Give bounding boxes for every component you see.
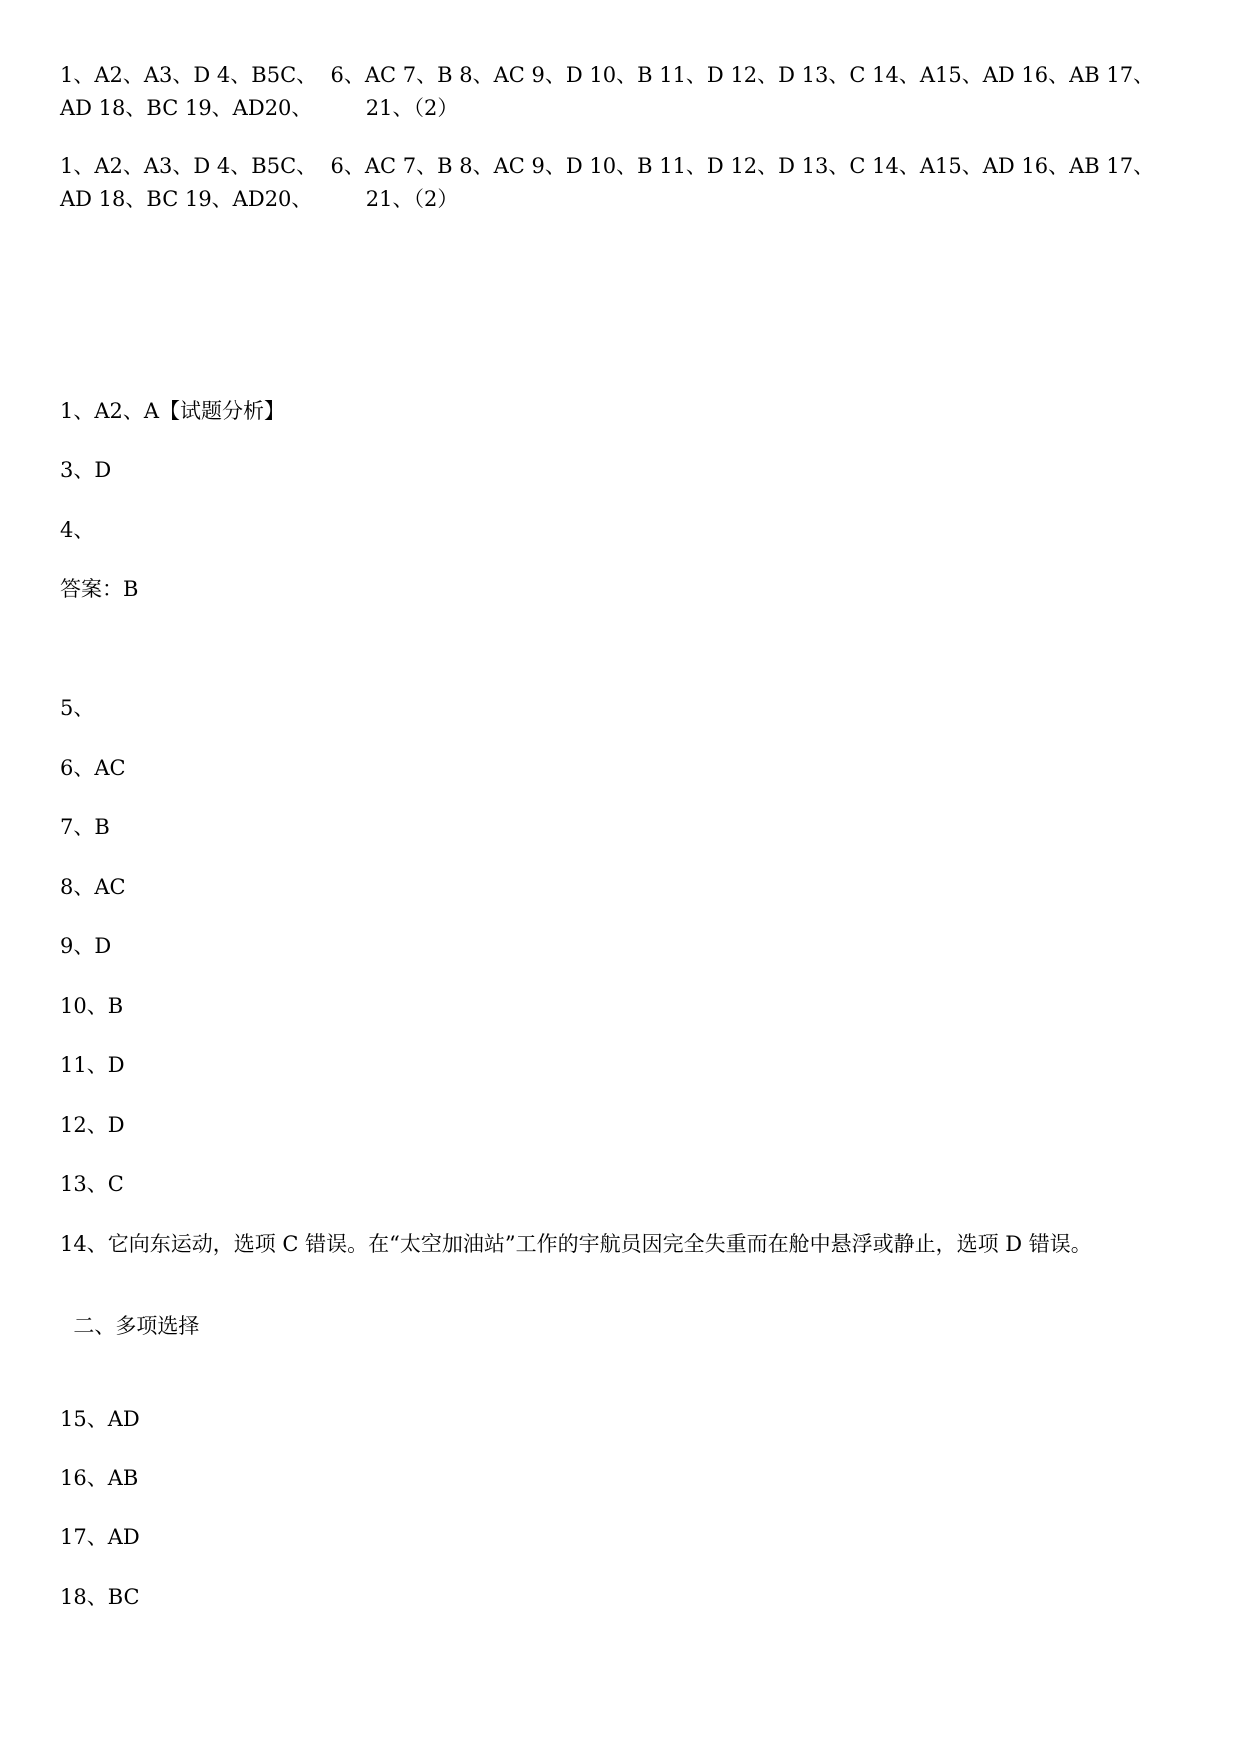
answer-item: 5、 [60,696,95,720]
answer-item: 16、AB [60,1466,139,1490]
answer-item: 12、D [60,1113,125,1137]
answer-item: 15、AD [60,1407,140,1431]
answer-item: 8、AC [60,875,126,899]
answer-item: 13、C [60,1172,124,1196]
answer-item: 18、BC [60,1585,140,1609]
answer-item: 4、 [60,518,95,542]
answer-item: 7、B [60,815,110,839]
summary-line: AD 18、BC 19、AD20、 21、（2） [60,96,459,120]
answer-item: 11、D [60,1053,125,1077]
section-heading: 二、多项选择 [60,1314,200,1338]
answer-item: 3、D [60,458,112,482]
summary-line: AD 18、BC 19、AD20、 21、（2） [60,187,459,211]
answer-item: 6、AC [60,756,126,780]
summary-line: 1、A2、A3、D 4、B5C、 6、AC 7、B 8、AC 9、D 10、B 11、D 12、D 13、C 14、A15、AD 16、AB 17、 [60,154,1155,178]
answer-item: 1、A2、A【试题分析】 [60,399,286,423]
answer-item-explanation: 14、它向东运动，选项 C 错误。在“太空加油站”工作的宇航员因完全失重而在舱中悬浮或静止，选项 D 错误。 [60,1232,1092,1256]
summary-line: 1、A2、A3、D 4、B5C、 6、AC 7、B 8、AC 9、D 10、B 11、D 12、D 13、C 14、A15、AD 16、AB 17、 [60,63,1155,87]
answer-item: 10、B [60,994,124,1018]
answer-item: 9、D [60,934,112,958]
answer-item: 17、AD [60,1525,140,1549]
answer-label: 答案：B [60,577,139,601]
